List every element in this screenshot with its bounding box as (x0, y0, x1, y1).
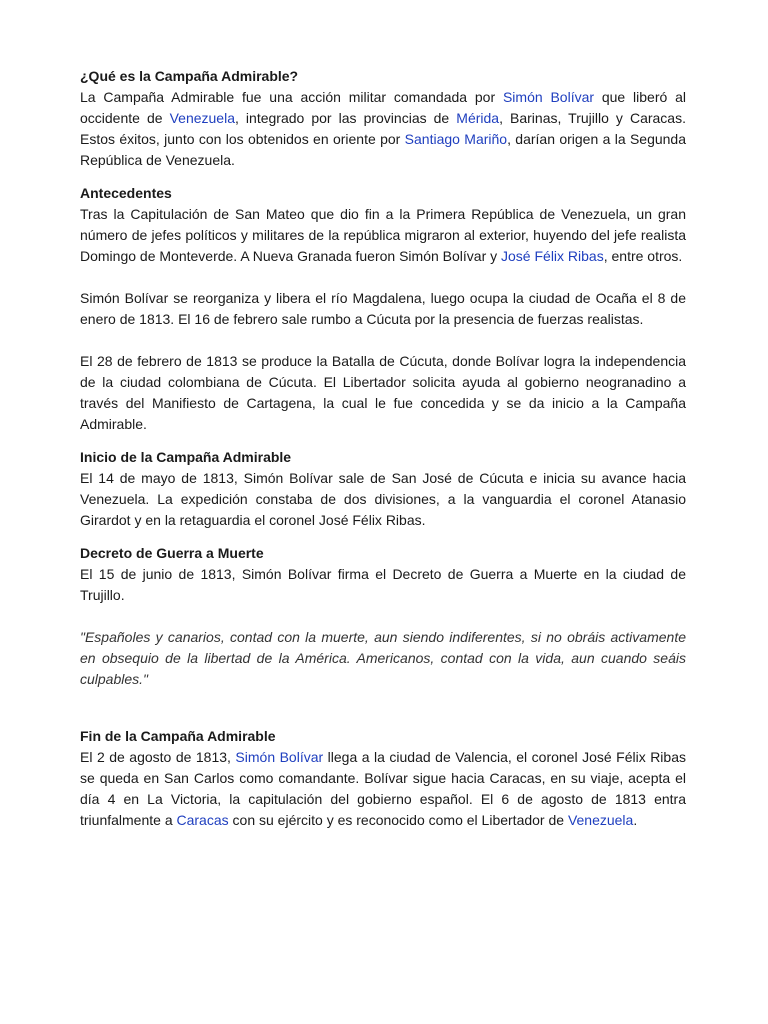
paragraph: El 28 de febrero de 1813 se produce la Batalla de Cúcuta, donde Bolívar logra la independencia de la ciudad colombiana de Cúcuta. El Libertador solicita ayuda al gobierno neogranadino a través del Manifiesto de Cartagena, la cual le fue concedida y se da inicio a la Campaña Admirable. (80, 353, 686, 432)
text-run: Tras la Capitulación de San Mateo que dio fin a la Primera República de Venezuela, un gran número de jefes políticos y militares de la república migraron al exterior, huyendo del jefe realista Domingo de Monteverde. A Nueva Granada fueron Simón Bolívar y (80, 206, 686, 264)
section-heading: ¿Qué es la Campaña Admirable? (80, 68, 299, 84)
link-caracas[interactable]: Caracas (176, 812, 229, 828)
text-run: que liberó al occidente de (80, 89, 686, 126)
paragraph: Simón Bolívar se reorganiza y libera el río Magdalena, luego ocupa la ciudad de Ocaña el 8 de enero de 1813. El 16 de febrero sale rumbo a Cúcuta por la presencia de fuerzas realistas. (80, 290, 686, 327)
section-heading: Inicio de la Campaña Admirable (80, 449, 292, 465)
link-simon-bolivar[interactable]: Simón Bolívar (502, 89, 595, 105)
paragraph (80, 747, 686, 831)
paragraph: El 15 de junio de 1813, Simón Bolívar firma el Decreto de Guerra a Muerte en la ciudad de Trujillo. (80, 566, 686, 603)
link-merida[interactable]: Mérida (456, 110, 500, 126)
link-santiago-marino[interactable]: Santiago Mariño (404, 131, 508, 147)
section-fin (80, 726, 686, 831)
text-run: , integrado por las provincias de (235, 110, 457, 126)
link-venezuela[interactable]: Venezuela (169, 110, 235, 126)
document-page (80, 66, 686, 831)
quote-block: "Españoles y canarios, contad con la muerte, aun siendo indiferentes, si no obráis activamente en obsequio de la libertad de la América. Americanos, contad con la vida, aun cuando seáis culpables." (80, 629, 686, 687)
link-venezuela[interactable]: Venezuela (567, 812, 634, 828)
link-simon-bolivar[interactable]: Simón Bolívar (235, 749, 324, 765)
text-run: El 2 de agosto de 1813, (80, 749, 236, 765)
section-heading: Fin de la Campaña Admirable (80, 728, 276, 744)
paragraph: El 14 de mayo de 1813, Simón Bolívar sale de San José de Cúcuta e inicia su avance hacia Venezuela. La expedición constaba de dos divisiones, a la vanguardia el coronel Atanasio Girardot y en la retaguardia el coronel José Félix Ribas. (80, 470, 686, 528)
section-antecedentes (80, 183, 686, 435)
paragraph (80, 87, 686, 171)
text-run: , Barinas, Trujillo y Caracas. Estos éxitos, junto con los obtenidos en oriente por (80, 110, 686, 147)
section-inicio (80, 447, 686, 531)
section-decreto (80, 543, 686, 690)
text-run: con su ejército y es reconocido como el Libertador de (228, 812, 568, 828)
text-run: , darían origen a la Segunda República de Venezuela. (80, 131, 687, 168)
paragraph (80, 204, 686, 267)
text-run: , entre otros. (603, 248, 683, 264)
section-heading: Decreto de Guerra a Muerte (80, 545, 264, 561)
section-heading: Antecedentes (80, 185, 172, 201)
section-que-es (80, 66, 686, 171)
link-jose-felix-ribas[interactable]: José Félix Ribas (501, 248, 604, 264)
text-run: . (633, 812, 638, 828)
text-run: La Campaña Admirable fue una acción militar comandada por (80, 89, 503, 105)
text-run: llega a la ciudad de Valencia, el coronel José Félix Ribas se queda en San Carlos como comandante. Bolívar sigue hacia Caracas, en su viaje, acepta el día 4 en La Victoria, la capitulación del gobierno español. El 6 de agosto de 1813 entra triunfalmente a (80, 749, 686, 828)
